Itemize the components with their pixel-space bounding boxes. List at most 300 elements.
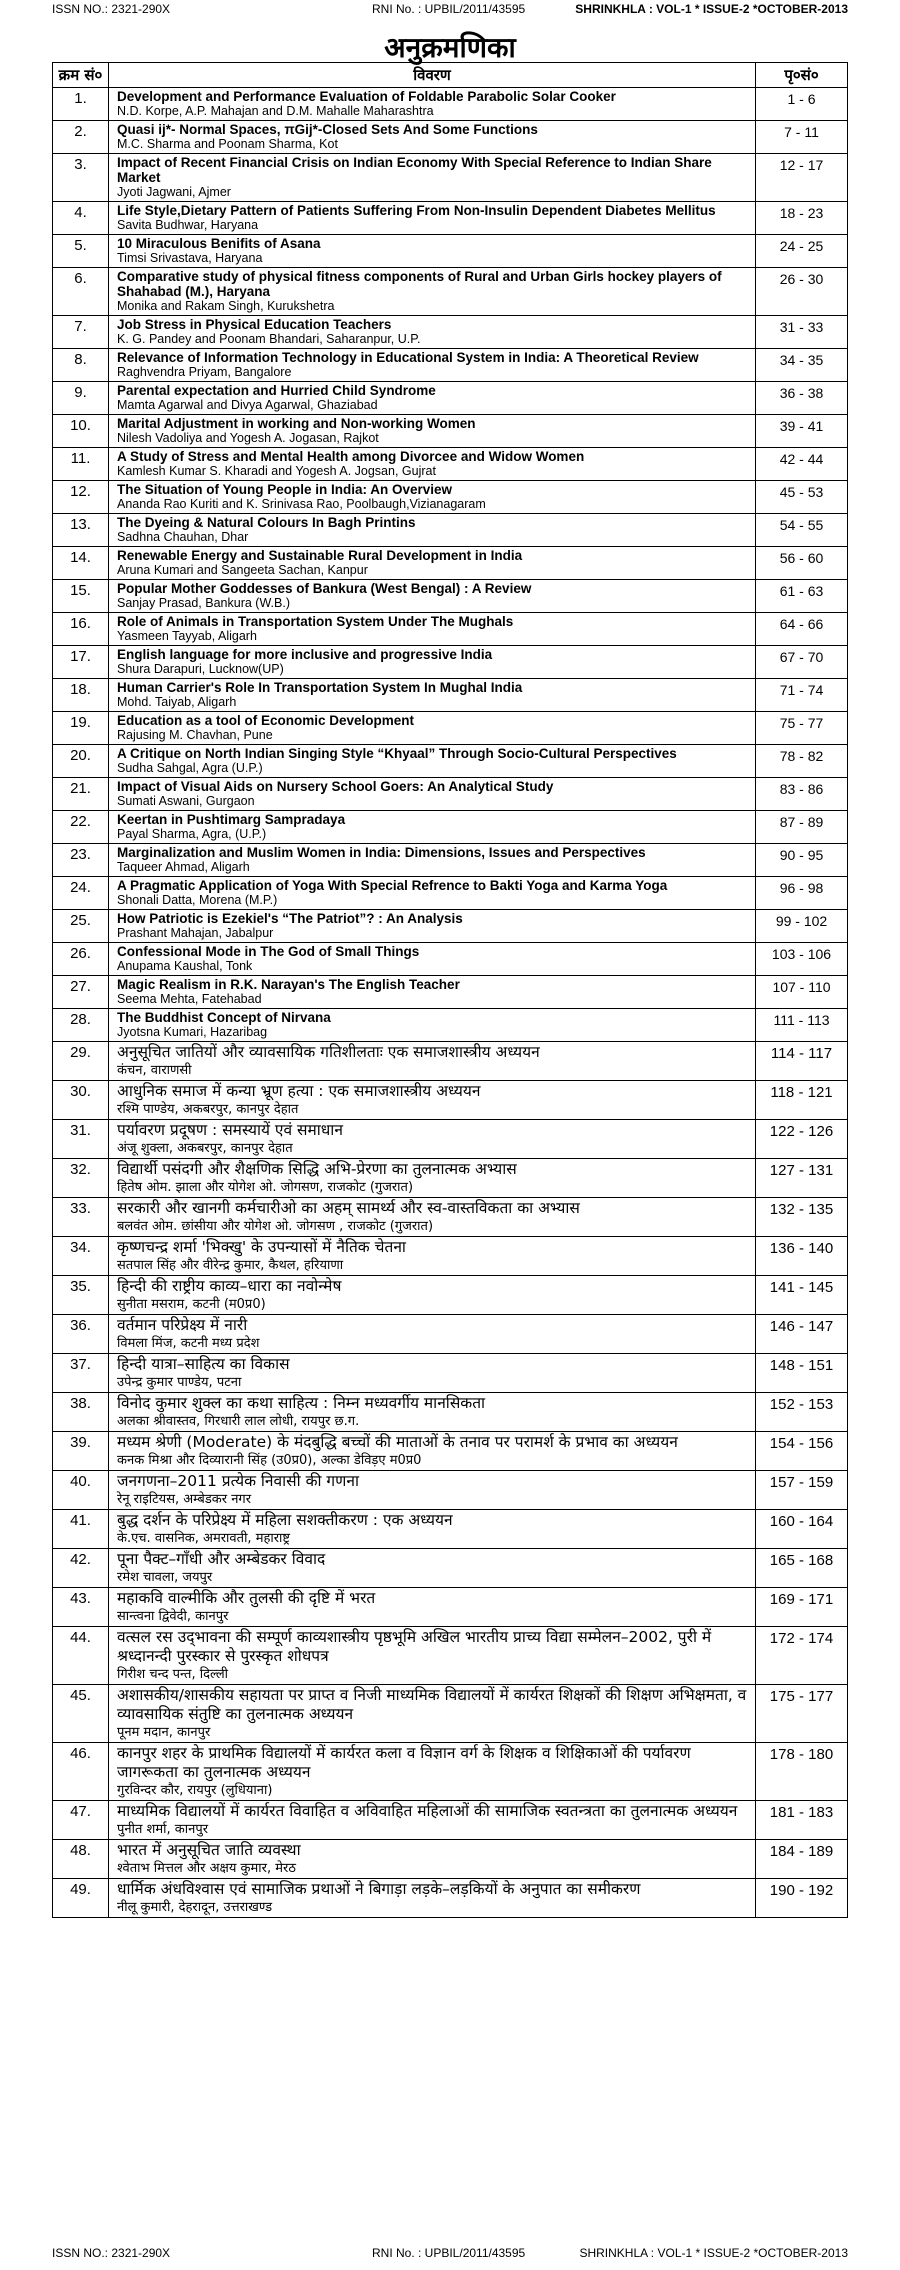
table-row [53, 844, 848, 877]
entry-description [109, 1120, 756, 1159]
entry-description [109, 1081, 756, 1120]
entry-description [109, 910, 756, 943]
table-row [53, 976, 848, 1009]
entry-author: Mamta Agarwal and Divya Agarwal, Ghaziabad [117, 398, 378, 412]
entry-description [109, 1198, 756, 1237]
entry-title: Comparative study of physical fitness components of Rural and Urban Girls hockey players of Shahabad (M.), Haryana [117, 269, 722, 299]
entry-number: 28. [53, 1009, 109, 1042]
table-row [53, 580, 848, 613]
table-row [53, 778, 848, 811]
entry-number: 34. [53, 1237, 109, 1276]
entry-description [109, 580, 756, 613]
entry-author: Raghvendra Priyam, Bangalore [117, 365, 292, 379]
entry-description [109, 1685, 756, 1743]
entry-number: 36. [53, 1315, 109, 1354]
page-title: अनुक्रमणिका [384, 31, 516, 64]
entry-number: 7. [53, 316, 109, 349]
entry-number: 8. [53, 349, 109, 382]
entry-description [109, 202, 756, 235]
table-row [53, 1159, 848, 1198]
entry-author: Payal Sharma, Agra, (U.P.) [117, 827, 267, 841]
entry-pages: 56 - 60 [756, 547, 848, 580]
entry-number: 46. [53, 1743, 109, 1801]
entry-description [109, 613, 756, 646]
table-row [53, 316, 848, 349]
table-row [53, 1471, 848, 1510]
entry-number: 47. [53, 1801, 109, 1840]
entry-title: A Critique on North Indian Singing Style “Khyaal” Through Socio-Cultural Perspectives [117, 746, 677, 761]
entry-description [109, 943, 756, 976]
table-row [53, 481, 848, 514]
entry-number: 21. [53, 778, 109, 811]
entry-pages: 99 - 102 [756, 910, 848, 943]
entry-description [109, 1471, 756, 1510]
entry-number: 12. [53, 481, 109, 514]
entry-author: रमेश चावला, जयपुर [117, 1570, 213, 1585]
entry-number: 24. [53, 877, 109, 910]
table-row [53, 382, 848, 415]
entry-number: 44. [53, 1627, 109, 1685]
entry-pages: 127 - 131 [756, 1159, 848, 1198]
entry-title: Keertan in Pushtimarg Sampradaya [117, 812, 346, 827]
entry-author: K. G. Pandey and Poonam Bhandari, Saharanpur, U.P. [117, 332, 421, 346]
entry-title: पर्यावरण प्रदूषण : समस्यायें एवं समाधान [117, 1121, 343, 1139]
table-row [53, 1120, 848, 1159]
entry-author: कंचन, वाराणसी [117, 1063, 192, 1078]
column-header-no: क्रम सं० [53, 63, 109, 88]
entry-author: के.एच. वासनिक, अमरावती, महाराष्ट्र [117, 1531, 291, 1546]
table-row [53, 88, 848, 121]
entry-title: Role of Animals in Transportation System Under The Mughals [117, 614, 514, 629]
entry-pages: 67 - 70 [756, 646, 848, 679]
entry-pages: 12 - 17 [756, 154, 848, 202]
entry-author: Monika and Rakam Singh, Kurukshetra [117, 299, 335, 313]
entry-author: Kamlesh Kumar S. Kharadi and Yogesh A. Jogsan, Gujrat [117, 464, 436, 478]
entry-pages: 7 - 11 [756, 121, 848, 154]
entry-pages: 31 - 33 [756, 316, 848, 349]
entry-pages: 36 - 38 [756, 382, 848, 415]
entry-title: Impact of Visual Aids on Nursery School Goers: An Analytical Study [117, 779, 554, 794]
entry-description [109, 745, 756, 778]
entry-number: 20. [53, 745, 109, 778]
entry-author: हितेष ओम. झाला और योगेश ओ. जोगसण, राजकोट (गुजरात) [117, 1180, 414, 1195]
table-row [53, 154, 848, 202]
entry-description [109, 1159, 756, 1198]
entry-title: English language for more inclusive and progressive India [117, 647, 493, 662]
entry-author: Sadhna Chauhan, Dhar [117, 530, 249, 544]
entry-author: पुनीत शर्मा, कानपुर [117, 1822, 209, 1837]
entry-title: बुद्ध दर्शन के परिप्रेक्ष्य में महिला सशक्तीकरण : एक अध्ययन [117, 1511, 453, 1529]
table-row [53, 1685, 848, 1743]
footer-rni: RNI No. : UPBIL/2011/43595 [372, 2246, 526, 2260]
entry-author: अंजू शुक्ला, अकबरपुर, कानपुर देहात [117, 1141, 293, 1156]
entry-author: Ananda Rao Kuriti and K. Srinivasa Rao, Poolbaugh,Vizianagaram [117, 497, 486, 511]
entry-author: Sudha Sahgal, Agra (U.P.) [117, 761, 263, 775]
header-rni: RNI No. : UPBIL/2011/43595 [372, 2, 526, 16]
entry-title: भारत में अनुसूचित जाति व्यवस्था [117, 1841, 301, 1859]
entry-pages: 132 - 135 [756, 1198, 848, 1237]
entry-author: Nilesh Vadoliya and Yogesh A. Jogasan, Rajkot [117, 431, 379, 445]
entry-title: Marital Adjustment in working and Non-working Women [117, 416, 476, 431]
entry-description [109, 154, 756, 202]
column-header-page: पृ०सं० [756, 63, 848, 88]
entry-pages: 146 - 147 [756, 1315, 848, 1354]
table-header-row [53, 63, 848, 88]
entry-description [109, 1801, 756, 1840]
entry-author: Timsi Srivastava, Haryana [117, 251, 263, 265]
entry-description [109, 712, 756, 745]
table-row [53, 1009, 848, 1042]
entry-description [109, 778, 756, 811]
entry-number: 49. [53, 1879, 109, 1918]
table-row [53, 712, 848, 745]
entry-pages: 54 - 55 [756, 514, 848, 547]
entry-pages: 42 - 44 [756, 448, 848, 481]
entry-pages: 190 - 192 [756, 1879, 848, 1918]
entry-title: मध्यम श्रेणी (Moderate) के मंदबुद्धि बच्चों की माताओं के तनाव पर परामर्श के प्रभाव का अध्ययन [117, 1433, 678, 1451]
entry-author: उपेन्द्र कुमार पाण्डेय, पटना [117, 1375, 242, 1390]
entry-pages: 165 - 168 [756, 1549, 848, 1588]
table-row [53, 1276, 848, 1315]
table-row [53, 1315, 848, 1354]
entry-number: 37. [53, 1354, 109, 1393]
entry-pages: 83 - 86 [756, 778, 848, 811]
entry-number: 43. [53, 1588, 109, 1627]
entry-title: Relevance of Information Technology in Educational System in India: A Theoretical Review [117, 350, 699, 365]
entry-author: Sanjay Prasad, Bankura (W.B.) [117, 596, 290, 610]
entry-author: Savita Budhwar, Haryana [117, 218, 259, 232]
entry-pages: 184 - 189 [756, 1840, 848, 1879]
entry-title: Confessional Mode in The God of Small Things [117, 944, 420, 959]
table-row [53, 613, 848, 646]
entry-number: 19. [53, 712, 109, 745]
entry-title: Popular Mother Goddesses of Bankura (West Bengal) : A Review [117, 581, 532, 596]
entry-title: Renewable Energy and Sustainable Rural Development in India [117, 548, 523, 563]
entry-author: रेनू राइटियस, अम्बेडकर नगर [117, 1492, 252, 1507]
table-row [53, 1879, 848, 1918]
entry-description [109, 316, 756, 349]
entry-pages: 178 - 180 [756, 1743, 848, 1801]
entry-author: Shura Darapuri, Lucknow(UP) [117, 662, 284, 676]
entry-author: Shonali Datta, Morena (M.P.) [117, 893, 278, 907]
entry-number: 16. [53, 613, 109, 646]
entry-number: 22. [53, 811, 109, 844]
entry-pages: 78 - 82 [756, 745, 848, 778]
table-row [53, 1042, 848, 1081]
entry-pages: 160 - 164 [756, 1510, 848, 1549]
table-row [53, 877, 848, 910]
entry-number: 18. [53, 679, 109, 712]
table-row [53, 1432, 848, 1471]
entry-description [109, 1237, 756, 1276]
header-journal: SHRINKHLA : VOL-1 * ISSUE-2 *OCTOBER-2013 [575, 2, 848, 16]
contents-body [53, 88, 848, 1918]
entry-number: 45. [53, 1685, 109, 1743]
entry-pages: 45 - 53 [756, 481, 848, 514]
table-row [53, 349, 848, 382]
entry-number: 5. [53, 235, 109, 268]
entry-author: अलका श्रीवास्तव, गिरधारी लाल लोधी, रायपुर छ.ग. [117, 1414, 360, 1429]
table-row [53, 1801, 848, 1840]
entry-number: 13. [53, 514, 109, 547]
entry-pages: 103 - 106 [756, 943, 848, 976]
entry-pages: 34 - 35 [756, 349, 848, 382]
entry-description [109, 415, 756, 448]
entry-title: Job Stress in Physical Education Teachers [117, 317, 392, 332]
entry-pages: 141 - 145 [756, 1276, 848, 1315]
table-row [53, 1237, 848, 1276]
entry-number: 27. [53, 976, 109, 1009]
entry-pages: 136 - 140 [756, 1237, 848, 1276]
entry-pages: 181 - 183 [756, 1801, 848, 1840]
entry-title: कृष्णचन्द्र शर्मा 'भिक्खु' के उपन्यासों में नैतिक चेतना [117, 1238, 406, 1256]
entry-author: Jyotsna Kumari, Hazaribag [117, 1025, 268, 1039]
table-row [53, 1510, 848, 1549]
entry-number: 39. [53, 1432, 109, 1471]
entry-title: सरकारी और खानगी कर्मचारीओ का अहम् सामर्थ्य और स्व-वास्तविकता का अभ्यास [117, 1199, 580, 1217]
entry-description [109, 1879, 756, 1918]
entry-number: 23. [53, 844, 109, 877]
table-row [53, 268, 848, 316]
entry-pages: 148 - 151 [756, 1354, 848, 1393]
entry-number: 41. [53, 1510, 109, 1549]
table-row [53, 943, 848, 976]
entry-author: Seema Mehta, Fatehabad [117, 992, 262, 1006]
entry-description [109, 481, 756, 514]
table-row [53, 1354, 848, 1393]
entry-title: पूना पैक्ट–गाँधी और अम्बेडकर विवाद [117, 1550, 326, 1568]
table-row [53, 1840, 848, 1879]
entry-pages: 118 - 121 [756, 1081, 848, 1120]
entry-title: How Patriotic is Ezekiel's “The Patriot”? : An Analysis [117, 911, 463, 926]
entry-number: 30. [53, 1081, 109, 1120]
entry-number: 29. [53, 1042, 109, 1081]
table-row [53, 811, 848, 844]
table-row [53, 1549, 848, 1588]
entry-number: 17. [53, 646, 109, 679]
entry-author: नीलू कुमारी, देहरादून, उत्तराखण्ड [117, 1900, 273, 1915]
entry-pages: 18 - 23 [756, 202, 848, 235]
entry-author: Aruna Kumari and Sangeeta Sachan, Kanpur [117, 563, 368, 577]
entry-author: गिरीश चन्द पन्त, दिल्ली [117, 1667, 229, 1682]
entry-title: Human Carrier's Role In Transportation System In Mughal India [117, 680, 523, 695]
entry-description [109, 268, 756, 316]
table-row [53, 910, 848, 943]
entry-pages: 172 - 174 [756, 1627, 848, 1685]
entry-number: 9. [53, 382, 109, 415]
entry-description [109, 1588, 756, 1627]
table-row [53, 646, 848, 679]
contents-table [52, 62, 848, 1918]
entry-author: पूनम मदान, कानपुर [117, 1725, 211, 1740]
entry-pages: 75 - 77 [756, 712, 848, 745]
table-row [53, 415, 848, 448]
table-row [53, 547, 848, 580]
entry-title: विनोद कुमार शुक्ल का कथा साहित्य : निम्न मध्यवर्गीय मानसिकता [117, 1394, 486, 1412]
entry-pages: 87 - 89 [756, 811, 848, 844]
entry-pages: 175 - 177 [756, 1685, 848, 1743]
entry-title: A Pragmatic Application of Yoga With Special Refrence to Bakti Yoga and Karma Yoga [117, 878, 668, 893]
entry-author: विमला मिंज, कटनी मध्य प्रदेश [117, 1336, 260, 1351]
page-header [52, 2, 848, 20]
entry-author: Anupama Kaushal, Tonk [117, 959, 253, 973]
entry-author: Mohd. Taiyab, Aligarh [117, 695, 237, 709]
entry-description [109, 349, 756, 382]
entry-number: 11. [53, 448, 109, 481]
table-row [53, 121, 848, 154]
entry-title: धार्मिक अंधविश्वास एवं सामाजिक प्रथाओं ने बिगाड़ा लड़के–लड़कियों के अनुपात का समीकरण [117, 1880, 641, 1898]
entry-title: वर्तमान परिप्रेक्ष्य में नारी [117, 1316, 248, 1334]
entry-title: Magic Realism in R.K. Narayan's The English Teacher [117, 977, 460, 992]
entry-number: 14. [53, 547, 109, 580]
entry-number: 31. [53, 1120, 109, 1159]
table-row [53, 1627, 848, 1685]
entry-description [109, 1432, 756, 1471]
entry-description [109, 88, 756, 121]
entry-title: Education as a tool of Economic Development [117, 713, 415, 728]
entry-pages: 111 - 113 [756, 1009, 848, 1042]
entry-pages: 96 - 98 [756, 877, 848, 910]
entry-pages: 1 - 6 [756, 88, 848, 121]
entry-title: The Dyeing & Natural Colours In Bagh Printins [117, 515, 416, 530]
entry-title: कानपुर शहर के प्राथमिक विद्यालयों में कार्यरत कला व विज्ञान वर्ग के शिक्षक व शिक्षिकाओं की पर्यावरण जागरूकता का तुलनात्मक अध्ययन [117, 1744, 691, 1781]
entry-author: Jyoti Jagwani, Ajmer [117, 185, 231, 199]
entry-title: वत्सल रस उद्‌भावना की सम्पूर्ण काव्यशास्त्रीय पृष्ठभूमि अखिल भारतीय प्राच्य विद्या सम्मेलन–2002, पुरी में श्रध्दानन्दी पुरस्कार से पुरस्कृत शोधपत्र [117, 1628, 712, 1665]
entry-author: M.C. Sharma and Poonam Sharma, Kot [117, 137, 338, 151]
entry-author: Yasmeen Tayyab, Aligarh [117, 629, 257, 643]
entry-author: रश्मि पाण्डेय, अकबरपुर, कानपुर देहात [117, 1102, 299, 1117]
table-row [53, 1743, 848, 1801]
entry-pages: 39 - 41 [756, 415, 848, 448]
entry-description [109, 382, 756, 415]
entry-description [109, 514, 756, 547]
entry-author: बलवंत ओम. छांसीया और योगेश ओ. जोगसण , राजकोट (गुजरात) [117, 1219, 434, 1234]
entry-number: 4. [53, 202, 109, 235]
entry-description [109, 844, 756, 877]
entry-pages: 157 - 159 [756, 1471, 848, 1510]
entry-title: महाकवि वाल्मीकि और तुलसी की दृष्टि में भरत [117, 1589, 376, 1607]
entry-number: 33. [53, 1198, 109, 1237]
entry-title: Development and Performance Evaluation of Foldable Parabolic Solar Cooker [117, 89, 616, 104]
entry-number: 10. [53, 415, 109, 448]
entry-pages: 114 - 117 [756, 1042, 848, 1081]
entry-pages: 71 - 74 [756, 679, 848, 712]
entry-title: विद्यार्थी पसंदगी और शैक्षणिक सिद्धि अभि-प्रेरणा का तुलनात्मक अभ्यास [117, 1160, 517, 1178]
table-row [53, 1588, 848, 1627]
table-row [53, 1393, 848, 1432]
entry-description [109, 547, 756, 580]
entry-description [109, 1276, 756, 1315]
entry-number: 42. [53, 1549, 109, 1588]
entry-description [109, 1042, 756, 1081]
entry-author: Prashant Mahajan, Jabalpur [117, 926, 274, 940]
entry-number: 32. [53, 1159, 109, 1198]
entry-description [109, 1743, 756, 1801]
entry-title: The Buddhist Concept of Nirvana [117, 1010, 331, 1025]
entry-title: हिन्दी यात्रा–साहित्य का विकास [117, 1355, 290, 1373]
page-footer [52, 2246, 848, 2264]
table-row [53, 1081, 848, 1120]
entry-author: Taqueer Ahmad, Aligarh [117, 860, 250, 874]
entry-number: 2. [53, 121, 109, 154]
entry-description [109, 679, 756, 712]
entry-description [109, 1009, 756, 1042]
entry-title: Quasi ij*- Normal Spaces, πGij*-Closed Sets And Some Functions [117, 122, 538, 137]
entry-title: Impact of Recent Financial Crisis on Indian Economy With Special Reference to Indian Share Market [117, 155, 712, 185]
footer-journal: SHRINKHLA : VOL-1 * ISSUE-2 *OCTOBER-2013 [579, 2246, 848, 2260]
entry-number: 40. [53, 1471, 109, 1510]
entry-pages: 26 - 30 [756, 268, 848, 316]
entry-pages: 107 - 110 [756, 976, 848, 1009]
table-row [53, 448, 848, 481]
header-issn: ISSN NO.: 2321-290X [52, 2, 171, 16]
entry-title: हिन्दी की राष्ट्रीय काव्य–धारा का नवोन्मेष [117, 1277, 342, 1295]
entry-title: Life Style,Dietary Pattern of Patients Suffering From Non-Insulin Dependent Diabetes Mellitus [117, 203, 716, 218]
table-row [53, 745, 848, 778]
entry-title: अशासकीय/शासकीय सहायता पर प्राप्त व निजी माध्यमिक विद्यालयों में कार्यरत शिक्षकों की शिक्षण अभिक्षमता, व व्यावसायिक संतुष्टि का तुलनात्मक अध्ययन [117, 1686, 747, 1723]
entry-description [109, 646, 756, 679]
column-header-description: विवरण [109, 63, 756, 88]
entry-pages: 122 - 126 [756, 1120, 848, 1159]
entry-author: Sumati Aswani, Gurgaon [117, 794, 255, 808]
entry-pages: 152 - 153 [756, 1393, 848, 1432]
entry-description [109, 1315, 756, 1354]
entry-description [109, 1510, 756, 1549]
entry-number: 35. [53, 1276, 109, 1315]
entry-number: 15. [53, 580, 109, 613]
table-row [53, 202, 848, 235]
entry-title: जनगणना–2011 प्रत्येक निवासी की गणना [117, 1472, 359, 1490]
entry-title: आधुनिक समाज में कन्या भ्रूण हत्या : एक समाजशास्त्रीय अध्ययन [117, 1082, 481, 1100]
entry-title: A Study of Stress and Mental Health among Divorcee and Widow Women [117, 449, 585, 464]
entry-description [109, 877, 756, 910]
entry-number: 1. [53, 88, 109, 121]
entry-pages: 169 - 171 [756, 1588, 848, 1627]
entry-title: माध्यमिक विद्यालयों में कार्यरत विवाहित व अविवाहित महिलाओं की सामाजिक स्वतन्त्रता का तुलनात्मक अध्ययन [117, 1802, 738, 1820]
entry-pages: 154 - 156 [756, 1432, 848, 1471]
entry-title: Marginalization and Muslim Women in India: Dimensions, Issues and Perspectives [117, 845, 646, 860]
table-row [53, 514, 848, 547]
entry-title: 10 Miraculous Benifits of Asana [117, 236, 321, 251]
entry-description [109, 121, 756, 154]
footer-issn: ISSN NO.: 2321-290X [52, 2246, 171, 2260]
entry-description [109, 1354, 756, 1393]
entry-number: 26. [53, 943, 109, 976]
entry-title: Parental expectation and Hurried Child Syndrome [117, 383, 436, 398]
entry-pages: 90 - 95 [756, 844, 848, 877]
entry-author: सान्त्वना द्विवेदी, कानपुर [117, 1609, 229, 1624]
table-row [53, 679, 848, 712]
entry-author: N.D. Korpe, A.P. Mahajan and D.M. Mahalle Maharashtra [117, 104, 434, 118]
entry-number: 3. [53, 154, 109, 202]
entry-author: श्वेताभ मित्तल और अक्षय कुमार, मेरठ [117, 1861, 296, 1876]
table-row [53, 235, 848, 268]
entry-author: सतपाल सिंह और वीरेन्द्र कुमार, कैथल, हरियाणा [117, 1258, 344, 1273]
entry-author: गुरविन्दर कौर, रायपुर (लुधियाना) [117, 1783, 273, 1798]
entry-description [109, 1393, 756, 1432]
entry-number: 25. [53, 910, 109, 943]
entry-title: अनुसूचित जातियों और व्यावसायिक गतिशीलताः एक समाजशास्त्रीय अध्ययन [117, 1043, 540, 1061]
entry-description [109, 976, 756, 1009]
entry-description [109, 1627, 756, 1685]
table-row [53, 1198, 848, 1237]
entry-description [109, 1840, 756, 1879]
entry-author: सुनीता मसराम, कटनी (म0प्र0) [117, 1297, 266, 1312]
entry-pages: 61 - 63 [756, 580, 848, 613]
entry-description [109, 235, 756, 268]
entry-pages: 64 - 66 [756, 613, 848, 646]
entry-description [109, 811, 756, 844]
